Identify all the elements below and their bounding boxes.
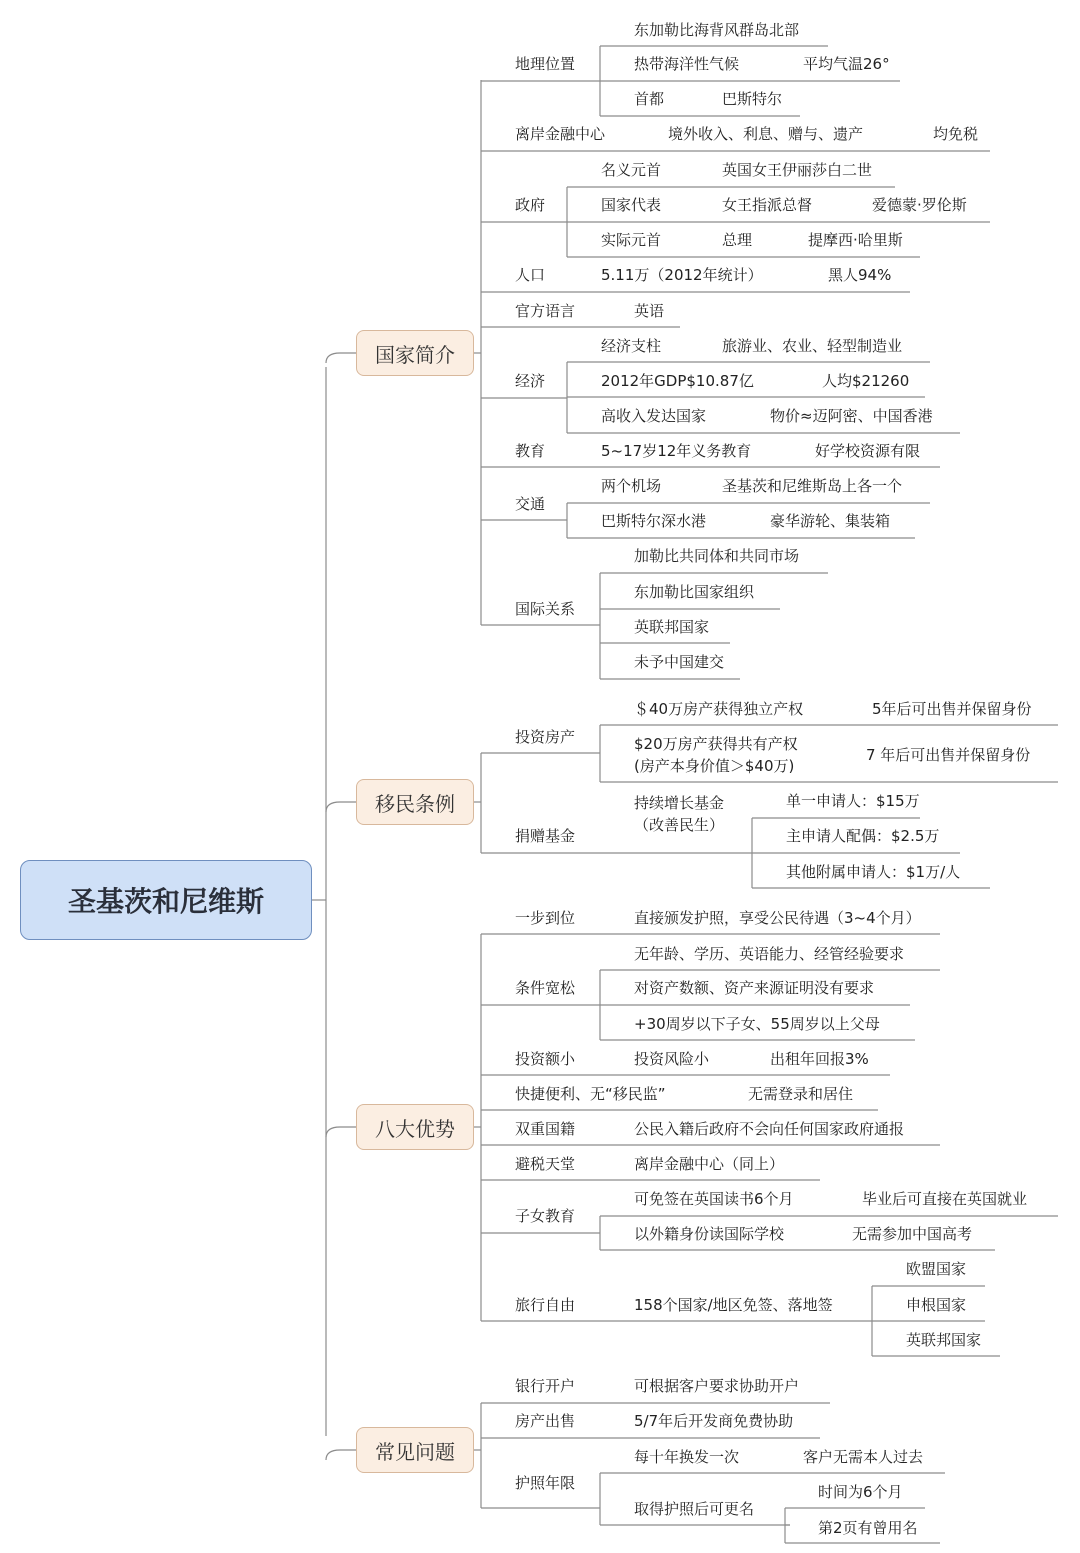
branch-item[interactable]: 每十年换发一次 [634,1448,740,1466]
branch-label[interactable]: 政府 [515,196,546,214]
item-note[interactable]: 圣基茨和尼维斯岛上各一个 [722,477,903,495]
branch-item[interactable]: 以外籍身份读国际学校 [634,1225,785,1243]
branch-value[interactable]: 投资风险小 [634,1050,710,1068]
branch-item[interactable]: 无年龄、学历、英语能力、经管经验要求 [634,945,905,963]
item-note[interactable]: 巴斯特尔 [722,90,783,108]
branch-label[interactable]: 银行开户 [515,1377,576,1395]
branch-item[interactable]: 加勒比共同体和共同市场 [634,547,800,565]
item-note[interactable]: 人均$21260 [822,372,910,390]
branch-item[interactable]: 巴斯特尔深水港 [601,512,707,530]
item-note[interactable]: 物价≈迈阿密、中国香港 [770,407,933,425]
branch-value[interactable]: 境外收入、利息、赠与、遗产 [668,125,864,143]
branch-value[interactable]: 无需登录和居住 [748,1085,854,1103]
branch-item[interactable]: 欧盟国家 [906,1260,967,1278]
branch-value[interactable]: 直接颁发护照，享受公民待遇（3~4个月） [634,909,921,927]
branch-subtopic[interactable]: 158个国家/地区免签、落地签 [634,1296,833,1314]
branch-item[interactable]: $20万房产获得共有产权 (房产本身价值＞$40万) [634,735,798,775]
branch-label[interactable]: 官方语言 [515,302,576,320]
branch-label[interactable]: 离岸金融中心 [515,125,606,143]
branch-item[interactable]: 热带海洋性气候 [634,55,740,73]
branch-item[interactable]: 英联邦国家 [906,1331,982,1349]
branch-subtopic[interactable]: 持续增长基金 （改善民生） [634,794,725,834]
branch-label[interactable]: 教育 [515,442,546,460]
main-topic-country-profile[interactable]: 国家简介 [356,330,474,376]
branch-item[interactable]: 未予中国建交 [634,653,725,671]
branch-label[interactable]: 地理位置 [515,55,576,73]
branch-label[interactable]: 护照年限 [515,1474,576,1492]
branch-item[interactable]: 取得护照后可更名 [634,1500,755,1518]
item-note[interactable]: 客户无需本人过去 [803,1448,924,1466]
item-note[interactable]: 5年后可出售并保留身份 [872,700,1032,718]
branch-item[interactable]: ＄40万房产获得独立产权 [634,700,804,718]
branch-value[interactable]: 公民入籍后政府不会向任何国家政府通报 [634,1120,905,1138]
branch-item[interactable]: 对资产数额、资产来源证明没有要求 [634,979,875,997]
item-note[interactable]: 平均气温26° [803,55,890,73]
branch-note[interactable]: 出租年回报3% [770,1050,869,1068]
branch-label[interactable]: 双重国籍 [515,1120,576,1138]
branch-label[interactable]: 国际关系 [515,600,576,618]
branch-item[interactable]: 申根国家 [906,1296,967,1314]
item-note[interactable]: 总理 [722,231,753,249]
branch-item[interactable]: 名义元首 [601,161,662,179]
item-note-secondary[interactable]: 爱德蒙·罗伦斯 [872,196,967,214]
branch-label[interactable]: 交通 [515,495,546,513]
branch-label[interactable]: 避税天堂 [515,1155,576,1173]
branch-item[interactable]: 实际元首 [601,231,662,249]
branch-item[interactable]: 首都 [634,90,665,108]
branch-value[interactable]: 英语 [634,302,665,320]
main-topic-immigration-rules[interactable]: 移民条例 [356,779,474,825]
branch-item[interactable]: 其他附属申请人：$1万/人 [786,863,961,881]
branch-note[interactable]: 均免税 [933,125,979,143]
main-topic-advantages[interactable]: 八大优势 [356,1104,474,1150]
branch-label[interactable]: 投资房产 [515,728,576,746]
item-note[interactable]: 旅游业、农业、轻型制造业 [722,337,903,355]
branch-item[interactable]: 主申请人配偶：$2.5万 [786,827,940,845]
branch-label[interactable]: 投资额小 [515,1050,576,1068]
branch-item[interactable]: 英联邦国家 [634,618,710,636]
main-topic-faq[interactable]: 常见问题 [356,1427,474,1473]
branch-value[interactable]: 离岸金融中心（同上） [634,1155,785,1173]
branch-label[interactable]: 一步到位 [515,909,576,927]
item-note[interactable]: 无需参加中国高考 [852,1225,973,1243]
branch-value[interactable]: 5/7年后开发商免费协助 [634,1412,794,1430]
item-child[interactable]: 第2页有曾用名 [818,1519,918,1537]
branch-label[interactable]: 条件宽松 [515,979,576,997]
branch-item[interactable]: 单一申请人：$15万 [786,792,920,810]
branch-label[interactable]: 旅行自由 [515,1296,576,1314]
item-note[interactable]: 毕业后可直接在英国就业 [862,1190,1028,1208]
branch-item[interactable]: 东加勒比海背风群岛北部 [634,21,800,39]
item-note[interactable]: 豪华游轮、集装箱 [770,512,891,530]
branch-label[interactable]: 房产出售 [515,1412,576,1430]
branch-value[interactable]: 5.11万（2012年统计） [601,266,763,284]
item-note-secondary[interactable]: 提摩西·哈里斯 [808,231,903,249]
branch-item[interactable]: +30周岁以下子女、55周岁以上父母 [634,1015,880,1033]
branch-label[interactable]: 捐赠基金 [515,827,576,845]
item-note[interactable]: 7 年后可出售并保留身份 [866,746,1031,764]
branch-item[interactable]: 东加勒比国家组织 [634,583,755,601]
branch-label[interactable]: 人口 [515,266,546,284]
item-note[interactable]: 女王指派总督 [722,196,813,214]
branch-label[interactable]: 快捷便利、无“移民监” [515,1085,666,1103]
branch-value[interactable]: 5~17岁12年义务教育 [601,442,752,460]
branch-item[interactable]: 国家代表 [601,196,662,214]
branch-note[interactable]: 黑人94% [828,266,892,284]
item-child[interactable]: 时间为6个月 [818,1483,903,1501]
branch-label[interactable]: 经济 [515,372,546,390]
central-topic[interactable]: 圣基茨和尼维斯 [20,860,312,940]
item-note[interactable]: 英国女王伊丽莎白二世 [722,161,873,179]
branch-label[interactable]: 子女教育 [515,1207,576,1225]
branch-item[interactable]: 2012年GDP$10.87亿 [601,372,754,390]
branch-value[interactable]: 可根据客户要求协助开户 [634,1377,800,1395]
branch-item[interactable]: 可免签在英国读书6个月 [634,1190,794,1208]
branch-item[interactable]: 两个机场 [601,477,662,495]
branch-item[interactable]: 经济支柱 [601,337,662,355]
branch-note[interactable]: 好学校资源有限 [815,442,921,460]
branch-item[interactable]: 高收入发达国家 [601,407,707,425]
